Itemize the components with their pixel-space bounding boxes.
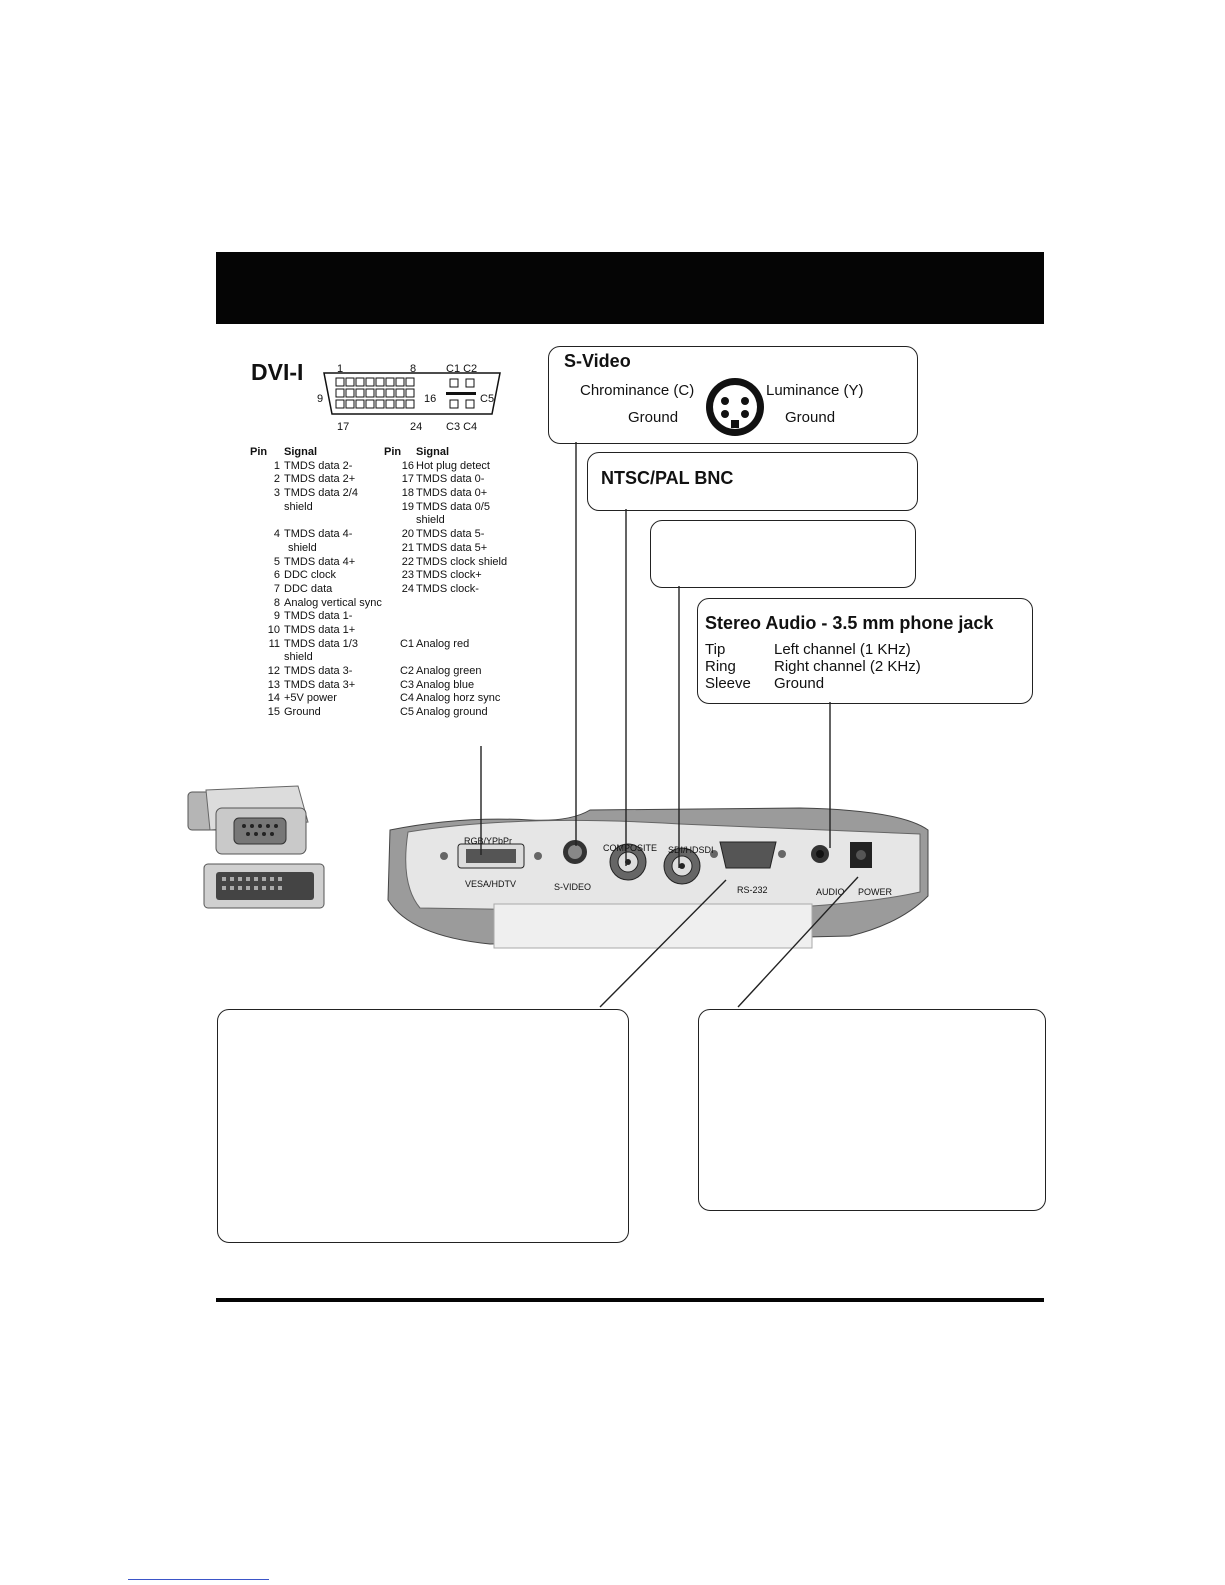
pin-signal: TMDS data 2- (284, 459, 353, 472)
dvi-pin-24-label: 24 (410, 421, 423, 433)
pin-signal: shield (284, 500, 313, 513)
pin-number-2: 23 (401, 569, 414, 582)
chrominance-label: Chrominance (C) (580, 382, 695, 399)
pin-number: 13 (267, 678, 280, 691)
pin-signal: shield (284, 651, 313, 664)
pin-number: 3 (273, 487, 280, 500)
pin-signal-2: Analog blue (416, 678, 475, 691)
pin-signal-2: TMDS data 0- (416, 473, 485, 486)
footer-rule (216, 1298, 1044, 1302)
pin-number-2: C4 (399, 692, 414, 705)
pin-number-2: 16 (401, 459, 414, 472)
audio-ring-name: Ring (705, 658, 736, 675)
panel-audio-label: AUDIO (816, 887, 845, 897)
panel-power-label: POWER (858, 887, 893, 897)
pin-signal-2: TMDS data 0/5 (416, 500, 490, 513)
pin-signal: DDC clock (284, 569, 336, 582)
power-callout (698, 1009, 1046, 1211)
audio-tip-name: Tip (705, 641, 726, 658)
pin-number: 14 (267, 692, 280, 705)
pin-signal-2: TMDS clock+ (416, 569, 482, 582)
pin-number-2: 20 (401, 528, 414, 541)
audio-sleeve-desc: Ground (774, 675, 825, 692)
pin-signal: TMDS data 4- (284, 528, 353, 541)
svideo-connector-icon (704, 376, 766, 438)
pin-signal: TMDS data 2/4 (284, 487, 358, 500)
pin-signal: TMDS data 1+ (284, 623, 356, 636)
dvi-pin-9-label: 9 (317, 393, 324, 405)
header-bar (216, 252, 1044, 324)
dvi-pin-c1c2-label: C1 C2 (446, 363, 478, 375)
header-pin-2: Pin (384, 446, 402, 458)
pin-number-2: 22 (401, 555, 414, 568)
header-pin: Pin (250, 446, 268, 458)
bnc-callout (587, 452, 918, 511)
ground-right-label: Ground (785, 409, 836, 426)
panel-rgb-label: RGB/YPbPr (464, 836, 513, 846)
pin-signal-2: TMDS data 5+ (416, 541, 488, 554)
audio-tip-desc: Left channel (1 KHz) (774, 641, 911, 658)
sdi-callout (650, 520, 916, 588)
pin-signal-2: Analog red (416, 637, 470, 650)
pin-signal: TMDS data 1- (284, 610, 353, 623)
svideo-title: S-Video (564, 351, 631, 371)
pin-signal: DDC data (284, 582, 333, 595)
pin-signal: TMDS data 3+ (284, 678, 356, 691)
panel-rs232-label: RS-232 (737, 885, 768, 895)
rs232-callout (217, 1009, 629, 1243)
pin-number: 2 (273, 473, 280, 486)
pin-number: 6 (273, 569, 280, 582)
pin-number: 5 (273, 555, 280, 568)
pin-signal: Ground (284, 706, 321, 719)
pin-number-2: 19 (401, 500, 414, 513)
device-rear-panel-image (380, 804, 952, 952)
panel-vesa-label: VESA/HDTV (465, 879, 517, 889)
pin-signal: TMDS data 4+ (284, 555, 356, 568)
pin-signal: Analog vertical sync (284, 596, 382, 609)
dvi-title: DVI-I (251, 359, 304, 385)
dvi-pin-c3c4-label: C3 C4 (446, 421, 478, 433)
pin-number: 8 (273, 596, 280, 609)
ground-left-label: Ground (628, 409, 679, 426)
pin-signal: TMDS data 3- (284, 665, 353, 677)
pin-number: 15 (267, 706, 280, 719)
pin-number: 7 (273, 582, 280, 595)
pin-signal-2: Analog horz sync (416, 692, 501, 705)
dvi-vga-adapter-image (186, 782, 336, 910)
dvi-pin-16-label: 16 (424, 393, 437, 405)
pin-number-2: 24 (401, 582, 414, 595)
pin-signal: TMDS data 1/3 (284, 637, 358, 650)
bottom-underline-link[interactable] (128, 1579, 269, 1580)
pin-number-2: C2 (399, 665, 414, 677)
pin-number: 4 (273, 528, 280, 541)
panel-sdi-label: SDI/HDSDI (668, 845, 714, 855)
luminance-label: Luminance (Y) (766, 382, 864, 399)
pin-signal-2: shield (416, 514, 445, 527)
pin-signal-2: TMDS clock- (416, 582, 479, 595)
pin-signal-2: TMDS data 0+ (416, 487, 488, 500)
panel-svideo-label: S-VIDEO (554, 882, 592, 892)
pin-number-2: C1 (399, 637, 414, 650)
svideo-callout (548, 346, 918, 444)
audio-title: Stereo Audio - 3.5 mm phone jack (705, 613, 994, 633)
pin-number-2: 18 (401, 487, 414, 500)
bnc-title: NTSC/PAL BNC (601, 468, 734, 488)
pin-number: 1 (273, 459, 280, 472)
pin-signal-2: Analog ground (416, 706, 488, 719)
audio-sleeve-name: Sleeve (705, 675, 751, 692)
pin-number: 10 (267, 623, 280, 636)
dvi-pin-1-label: 1 (337, 363, 344, 375)
pin-signal: shield (288, 541, 317, 554)
pin-number-2: 17 (401, 473, 414, 486)
pin-number-2: C5 (399, 706, 414, 719)
pin-signal-2: Hot plug detect (416, 459, 490, 472)
pin-number-2: C3 (399, 678, 414, 691)
pin-signal-2: Analog green (416, 665, 482, 677)
pin-signal: TMDS data 2+ (284, 473, 356, 486)
dvi-pin-8-label: 8 (410, 363, 417, 375)
pin-number: 11 (268, 637, 280, 650)
pin-signal: +5V power (284, 692, 337, 705)
pin-number: 9 (273, 610, 280, 623)
header-signal-2: Signal (416, 446, 450, 458)
pin-number: 12 (267, 665, 280, 677)
pin-signal-2: TMDS clock shield (416, 555, 508, 568)
dvi-pin-17-label: 17 (337, 421, 350, 433)
audio-callout (697, 598, 1033, 704)
dvi-pin-c5-label: C5 (480, 393, 495, 405)
pin-number-2: 21 (401, 541, 414, 554)
header-signal: Signal (284, 446, 318, 458)
audio-ring-desc: Right channel (2 KHz) (774, 658, 921, 675)
pin-signal-2: TMDS data 5- (416, 528, 485, 541)
panel-composite-label: COMPOSITE (603, 843, 658, 853)
